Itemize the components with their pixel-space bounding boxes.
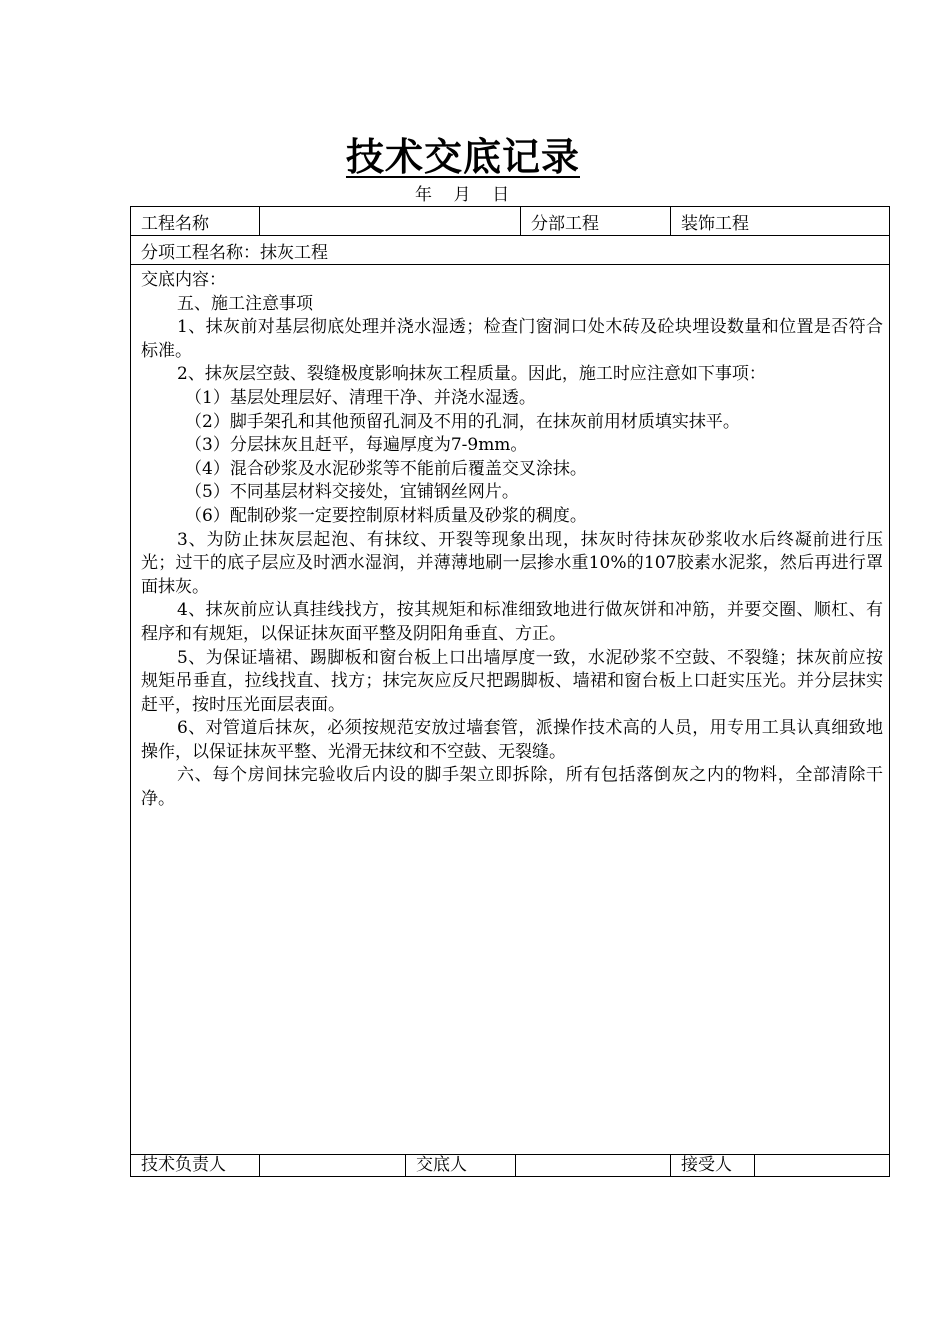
record-table [130, 206, 890, 1177]
content-cell[interactable] [131, 265, 890, 1155]
project-row [131, 207, 890, 236]
project-name-label: 工程名称 [131, 207, 260, 236]
content-subitem: （4）混合砂浆及水泥砂浆等不能前后覆盖交叉涂抹。 [185, 458, 587, 479]
content-subitem: （3）分层抹灰且赶平，每遍厚度为7-9mm。 [185, 435, 528, 456]
content-subitem: （2）脚手架孔和其他预留孔洞及不用的孔洞，在抹灰前用材质填实抹平。 [185, 411, 740, 432]
subitem-name[interactable]: 分项工程名称：抹灰工程 [131, 236, 890, 265]
presenter-value[interactable] [516, 1155, 671, 1177]
division-label: 分部工程 [521, 207, 671, 236]
content-paragraph: 3、为防止抹灰层起泡、有抹纹、开裂等现象出现，抹灰时待抹灰砂浆收水后终凝前进行压光；过干的底子层应及时洒水湿润，并薄薄地刷一层掺水重10%的107胶素水泥浆，然后再进行罩面抹灰。 [141, 529, 884, 597]
date-line: 年 月 日 [415, 185, 510, 205]
content-paragraph: 2、抹灰层空鼓、裂缝极度影响抹灰工程质量。因此，施工时应注意如下事项： [177, 364, 766, 385]
content-subitem: （1）基层处理层好、清理干净、并浇水湿透。 [185, 387, 536, 408]
content-paragraph: 六、每个房间抹完验收后内设的脚手架立即拆除，所有包括落倒灰之内的物料，全部清除干净。 [141, 765, 884, 810]
presenter-label: 交底人 [406, 1155, 516, 1177]
signature-row [131, 1155, 890, 1177]
content-paragraph: 6、对管道后抹灰，必须按规范安放过墙套管，派操作技术高的人员，用专用工具认真细致地操作，以保证抹灰平整、光滑无抹纹和不空鼓、无裂缝。 [141, 718, 884, 762]
receiver-label: 接受人 [671, 1155, 755, 1177]
content-subitem: （6）配制砂浆一定要控制原材料质量及砂浆的稠度。 [185, 505, 587, 526]
receiver-value[interactable] [755, 1155, 890, 1177]
content-body [141, 269, 883, 812]
tech-lead-value[interactable] [260, 1155, 406, 1177]
content-subitem: （5）不同基层材料交接处，宜铺钢丝网片。 [185, 482, 519, 503]
tech-lead-label: 技术负责人 [131, 1155, 260, 1177]
content-paragraph: 五、施工注意事项 [177, 293, 313, 314]
division-value[interactable]: 装饰工程 [671, 207, 890, 236]
project-name-value[interactable] [260, 207, 521, 236]
content-paragraph: 5、为保证墙裙、踢脚板和窗台板上口出墙厚度一致，水泥砂浆不空鼓、不裂缝；抹灰前应按规矩吊垂直，拉线找直、找方；抹完灰应反尺把踢脚板、墙裙和窗台板上口赶实压光。并分层抹实赶平，按时压光面层表面。 [141, 647, 884, 715]
document-title [0, 126, 926, 181]
content-paragraph: 4、抹灰前应认真挂线找方，按其规矩和标准细致地进行做灰饼和冲筋，并要交圈、顺杠、有程序和有规矩，以保证抹灰面平整及阴阳角垂直、方正。 [141, 600, 884, 644]
document-title-text: 技术交底记录 [345, 134, 580, 179]
content-paragraph: 1、抹灰前对基层彻底处理并浇水湿透；检查门窗洞口处木砖及砼块埋设数量和位置是否符合标准。 [141, 317, 884, 361]
subitem-row [131, 236, 890, 265]
content-row [131, 265, 890, 1155]
content-label: 交底内容： [141, 270, 226, 290]
